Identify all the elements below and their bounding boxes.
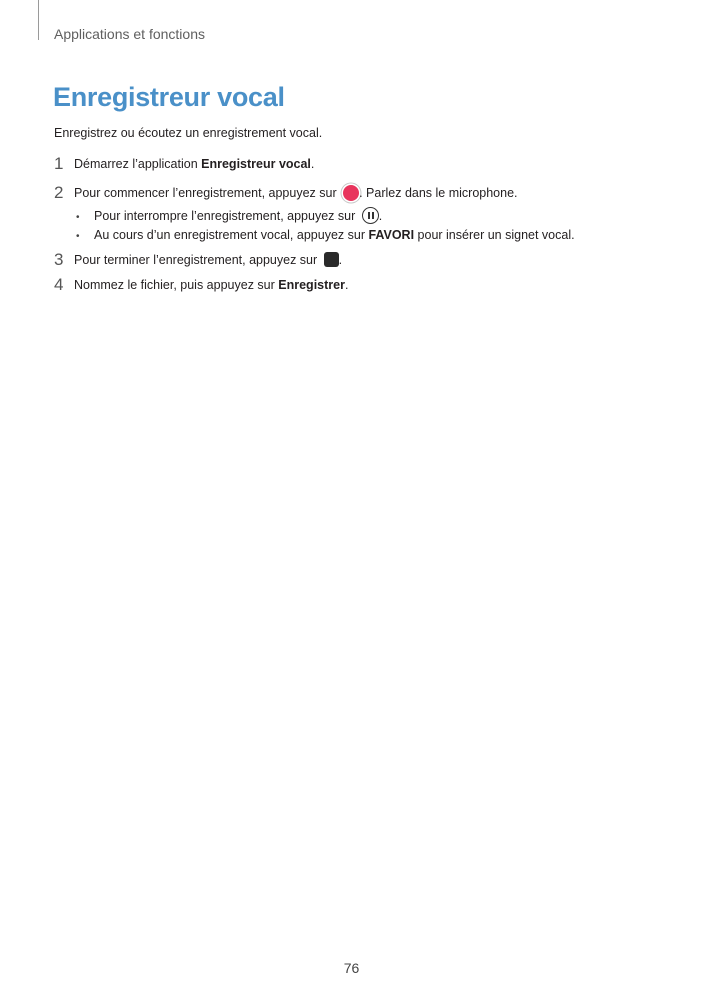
favori-label: FAVORI [368,228,415,242]
bullet-2 [76,228,575,242]
step-text-end: . [310,157,315,171]
step-4 [54,275,348,295]
bullet-marker: • [76,212,80,223]
bullet-text: Pour interrompre l’enregistrement, appuyez sur [94,209,359,223]
bullet-1 [76,207,382,224]
app-name: Enregistreur vocal [201,157,311,171]
step-3 [54,250,342,270]
page-number: 76 [343,960,360,976]
section-header: Applications et fonctions [54,26,205,42]
bullet-text: Au cours d’un enregistrement vocal, appuyez sur [94,228,369,242]
step-2 [54,183,518,203]
bullet-text-end: . [378,209,383,223]
step-number: 2 [54,183,64,202]
stop-icon [324,252,339,267]
margin-rule [38,0,39,40]
step-number: 1 [54,154,64,173]
step-text-end: . Parlez dans le microphone. [359,186,518,200]
step-number: 3 [54,250,64,269]
step-text: Démarrez l’application [74,157,202,171]
save-label: Enregistrer [278,278,345,292]
bullet-text-end: pour insérer un signet vocal. [414,228,575,242]
intro-text: Enregistrez ou écoutez un enregistrement vocal. [54,126,323,140]
page-title: Enregistreur vocal [53,82,285,112]
step-text: Nommez le fichier, puis appuyez sur [74,278,279,292]
step-1 [54,154,314,174]
step-text: Pour commencer l’enregistrement, appuyez sur [74,186,341,200]
step-text-end: . [338,253,343,267]
bullet-marker: • [76,231,80,242]
record-icon [343,185,359,201]
pause-icon [362,207,379,224]
step-number: 4 [54,275,64,294]
step-text: Pour terminer l’enregistrement, appuyez sur [74,253,321,267]
step-text-end: . [344,278,349,292]
